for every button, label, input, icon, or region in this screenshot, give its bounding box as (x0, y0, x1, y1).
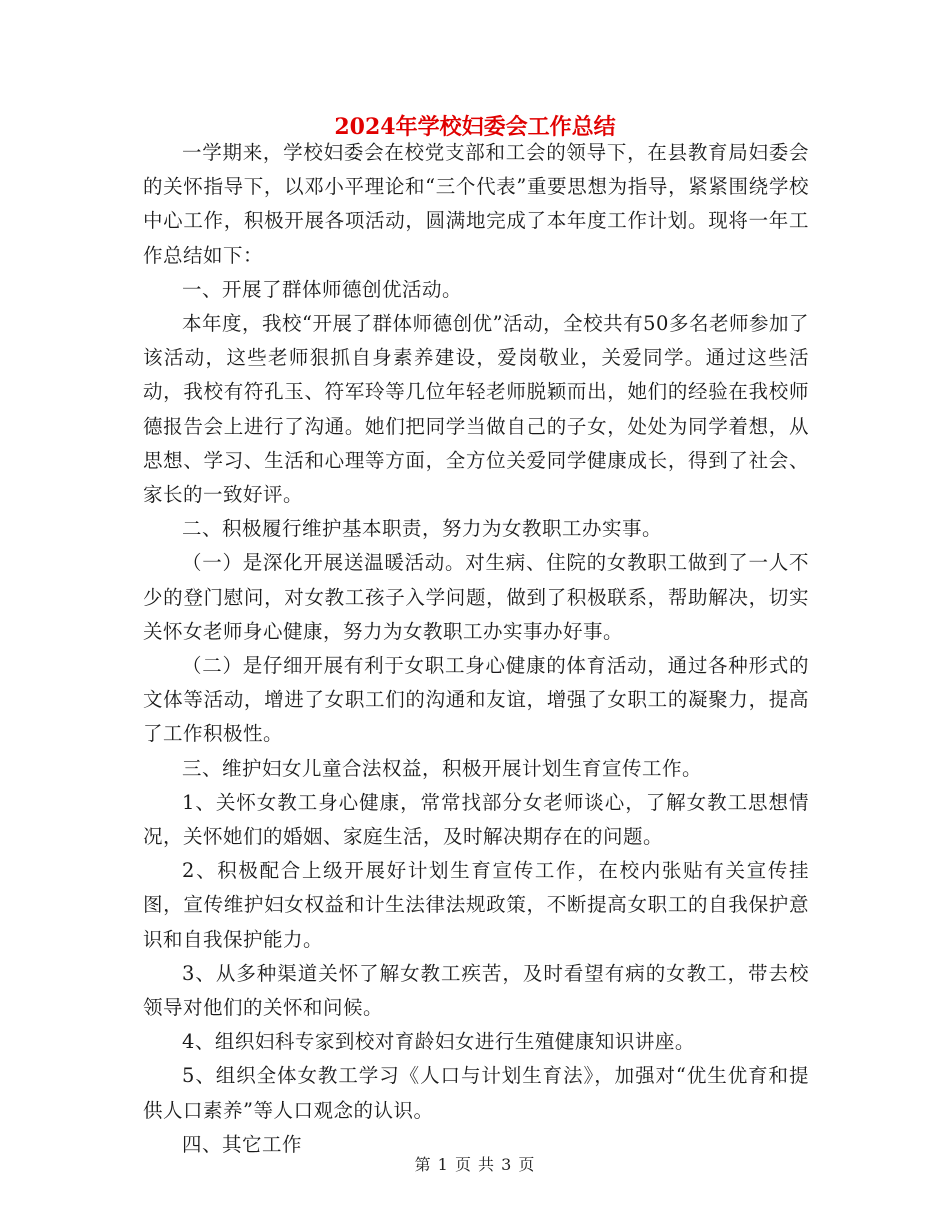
paragraph-item-3-4: 4、组织妇科专家到校对育龄妇女进行生殖健康知识讲座。 (182, 1030, 695, 1054)
page-number-footer: 第 1 页 共 3 页 (414, 1155, 536, 1174)
paragraph-item-2-1: （一）是深化开展送温暖活动。对生病、住院的女教职工做到了一人不少的登门慰问，对女教工孩子入学问题，做到了积极联系，帮助解决，切实关怀女老师身心健康，努力为女教职工办实事办好事。 (143, 551, 809, 643)
section-heading-2: 二、积极履行维护基本职责，努力为女教职工办实事。 (182, 517, 663, 541)
paragraph-item-2-2: （二）是仔细开展有利于女职工身心健康的体育活动，通过各种形式的文体等活动，增进了女职工们的沟通和友谊，增强了女职工的凝聚力，提高了工作积极性。 (143, 654, 809, 746)
paragraph-item-3-5: 5、组织全体女教工学习《人口与计划生育法》，加强对“优生优育和提供人口素养”等人口观念的认识。 (143, 1064, 809, 1122)
paragraph-item-3-1: 1、关怀女教工身心健康，常常找部分女老师谈心，了解女教工思想情况，关怀她们的婚姻、家庭生活，及时解决期存在的问题。 (143, 790, 809, 849)
paragraph-section-1: 本年度，我校“开展了群体师德创优”活动，全校共有50多名老师参加了该活动，这些老师狠抓自身素养建设，爱岗敬业，关爱同学。通过这些活动，我校有符孔玉、符军玲等几位年轻老师脱颖而出，她们的经验在我校师德报告会上进行了沟通。她们把同学当做自己的子女，处处为同学着想，从思想、学习、生活和心理等方面，全方位关爱同学健康成长，得到了社会、家长的一致好评。 (143, 312, 809, 507)
paragraph-item-3-3: 3、从多种渠道关怀了解女教工疾苦，及时看望有病的女教工，带去校领导对他们的关怀和问候。 (143, 961, 809, 1020)
section-heading-3: 三、维护妇女儿童合法权益，积极开展计划生育宣传工作。 (182, 756, 703, 780)
document-title: 2024年学校妇委会工作总结 (334, 114, 616, 140)
section-heading-4: 四、其它工作 (182, 1132, 303, 1156)
section-heading-1: 一、开展了群体师德创优活动。 (182, 277, 463, 301)
paragraph-item-3-2: 2、积极配合上级开展好计划生育宣传工作，在校内张贴有关宣传挂图，宣传维护妇女权益和计生法律法规政策，不断提高女职工的自我保护意识和自我保护能力。 (143, 859, 809, 951)
paragraph-intro: 一学期来，学校妇委会在校党支部和工会的领导下，在县教育局妇委会的关怀指导下，以邓小平理论和“三个代表”重要思想为指导，紧紧围绕学校中心工作，积极开展各项活动，圆满地完成了本年度工作计划。现将一年工作总结如下： (143, 141, 809, 267)
document-body (143, 136, 809, 1162)
